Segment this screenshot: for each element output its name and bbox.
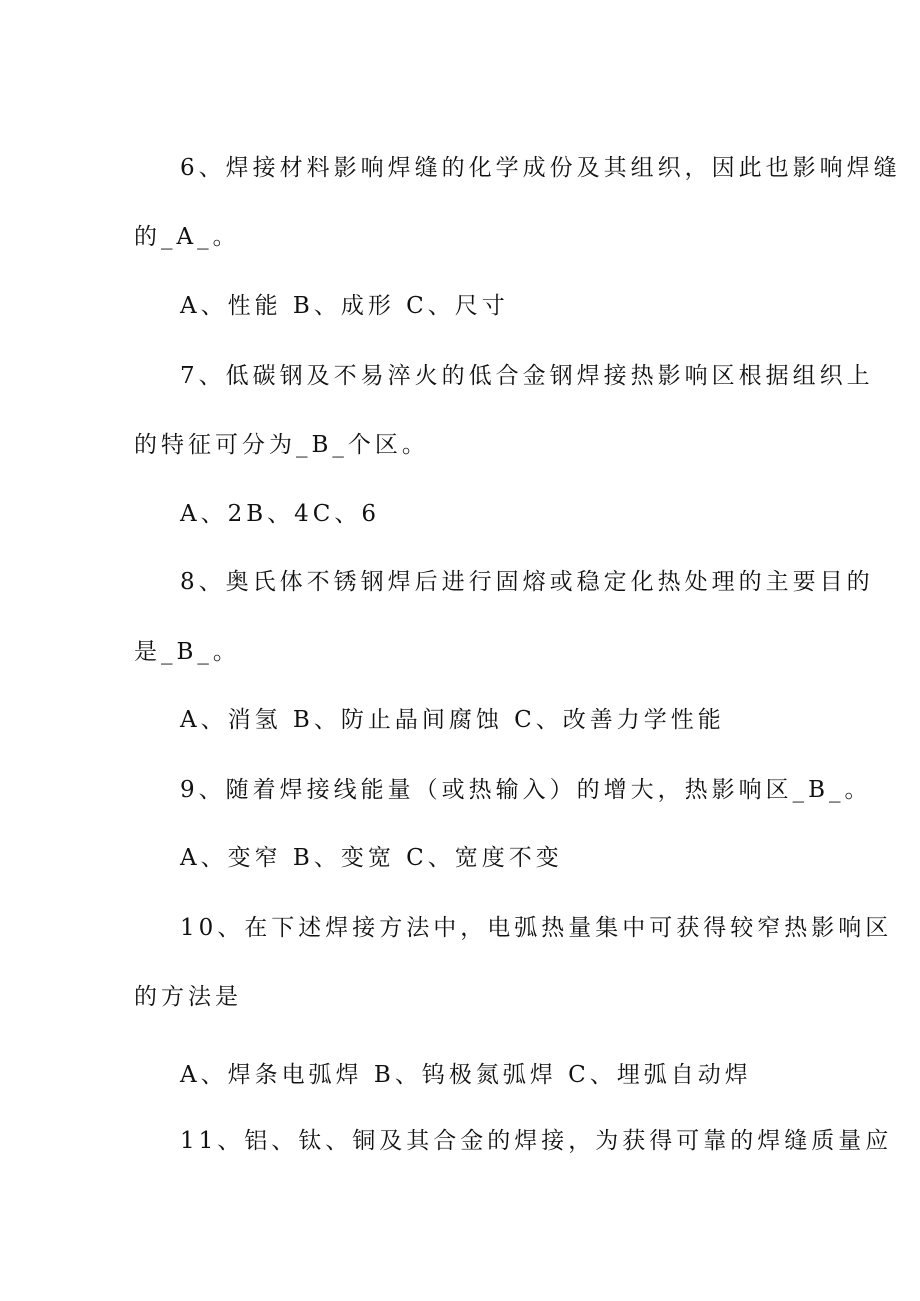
question-8-line-2: 是_B_。	[134, 639, 240, 665]
question-11-line-1: 11、铝、钛、铜及其合金的焊接，为获得可靠的焊缝质量应	[180, 1128, 893, 1154]
question-6-line-2: 的_A_。	[134, 224, 240, 250]
question-9-options: A、变窄 B、变宽 C、宽度不变	[180, 845, 563, 871]
question-10-line-2: 的方法是	[134, 984, 242, 1010]
question-7-options: A、2B、4C、6	[180, 501, 381, 527]
question-7-line-2: 的特征可分为_B_个区。	[134, 432, 429, 458]
question-10-options: A、焊条电弧焊 B、钨极氮弧焊 C、埋弧自动焊	[180, 1062, 752, 1088]
question-9-line-1: 9、随着焊接线能量（或热输入）的增大，热影响区_B_。	[180, 777, 872, 803]
question-8-options: A、消氢 B、防止晶间腐蚀 C、改善力学性能	[180, 707, 725, 733]
question-7-line-1: 7、低碳钢及不易淬火的低合金钢焊接热影响区根据组织上	[180, 363, 874, 389]
question-6-line-1: 6、焊接材料影响焊缝的化学成份及其组织，因此也影响焊缝	[180, 155, 901, 181]
question-10-line-1: 10、在下述焊接方法中，电弧热量集中可获得较窄热影响区	[180, 915, 893, 941]
question-8-line-1: 8、奥氏体不锈钢焊后进行固熔或稳定化热处理的主要目的	[180, 569, 874, 595]
question-6-options: A、性能 B、成形 C、尺寸	[180, 293, 509, 319]
